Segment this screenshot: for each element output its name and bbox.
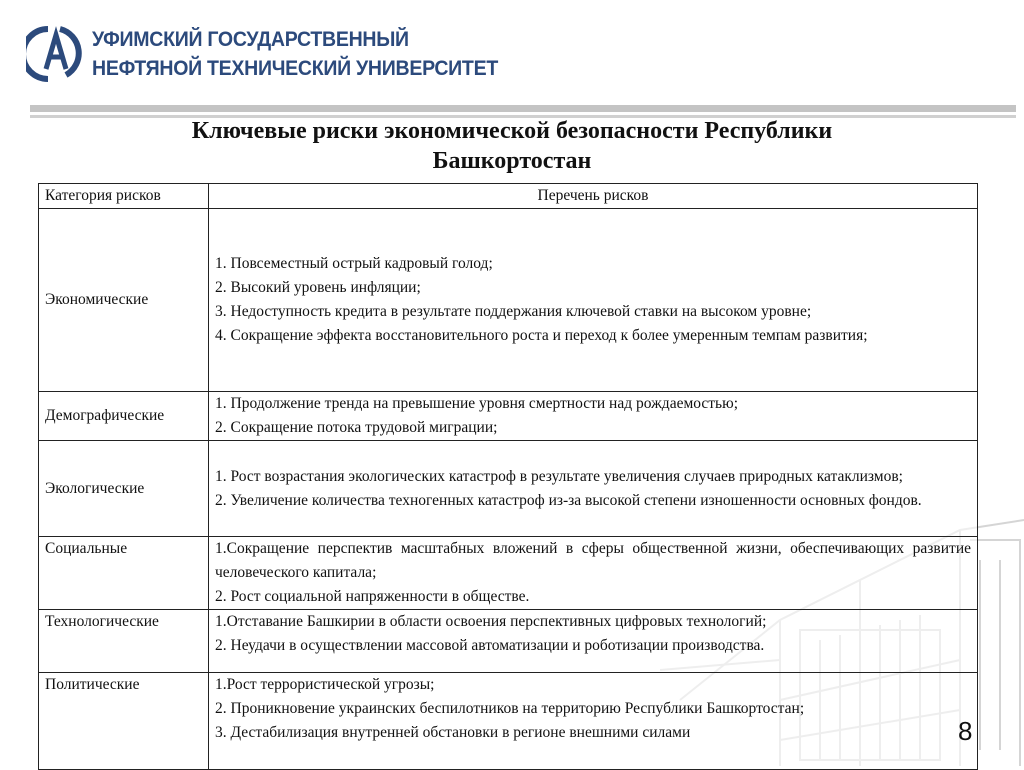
risk-list <box>209 392 978 441</box>
slide-title <box>0 116 1024 176</box>
table-header-row <box>39 184 978 209</box>
table-row <box>39 209 978 392</box>
title-line-2: Башкортостан <box>432 148 592 174</box>
risk-item: 2. Увеличение количества техногенных катастроф из-за высокой степени изношенности основных фондов. <box>215 491 922 509</box>
header-category: Категория рисков <box>39 184 209 209</box>
risk-item: 2. Проникновение украинских беспилотников на территорию Республики Башкортостан; <box>215 700 805 717</box>
risk-item: 2. Сокращение потока трудовой миграции; <box>215 419 498 436</box>
page-number: 8 <box>958 716 973 746</box>
risk-category: Экологические <box>39 441 209 537</box>
risk-item: 1. Продолжение тренда на превышение уровня смертности над рождаемостью; <box>215 395 739 412</box>
table-row <box>39 610 978 673</box>
risk-item: 3. Недоступность кредита в результате поддержания ключевой ставки на высоком уровне; <box>215 303 812 320</box>
risk-list <box>209 441 978 537</box>
table-row <box>39 392 978 441</box>
header-risks: Перечень рисков <box>209 184 978 209</box>
table-row <box>39 673 978 770</box>
risk-category: Социальные <box>39 537 209 610</box>
risks-table <box>38 183 978 770</box>
logo-line-2: НЕФТЯНОЙ ТЕХНИЧЕСКИЙ УНИВЕРСИТЕТ <box>92 57 498 80</box>
risk-item: 2. Рост социальной напряженности в обществе. <box>215 588 530 605</box>
risk-item: 1. Повсеместный острый кадровый голод; <box>215 255 493 272</box>
university-logo <box>26 25 529 83</box>
university-emblem-icon <box>26 25 82 83</box>
risk-category: Технологические <box>39 610 209 673</box>
risk-category: Демографические <box>39 392 209 441</box>
header-divider <box>30 105 1016 112</box>
risk-category: Политические <box>39 673 209 770</box>
table-row <box>39 441 978 537</box>
risk-item: 4. Сокращение эффекта восстановительного роста и переход к более умеренным темпам развития; <box>215 327 868 344</box>
risk-item: 3. Дестабилизация внутренней обстановки в регионе внешними силами <box>215 724 691 741</box>
logo-line-1: УФИМСКИЙ ГОСУДАРСТВЕННЫЙ <box>92 28 409 51</box>
risk-item: 1.Отставание Башкирии в области освоения перспективных цифровых технологий; <box>215 613 767 630</box>
risk-item: 1. Рост возрастания экологических катастроф в результате увеличения случаев природных катаклизмов; <box>215 467 903 485</box>
risk-item: 1.Сокращение перспектив масштабных вложений в сферы общественной жизни, обеспечивающих развитие человеческого капитала; <box>215 540 971 581</box>
table-row <box>39 537 978 610</box>
risk-category: Экономические <box>39 209 209 392</box>
risk-list <box>209 610 978 673</box>
risk-list <box>209 209 978 392</box>
risk-item: 2. Высокий уровень инфляции; <box>215 279 421 296</box>
risk-list <box>209 537 978 610</box>
risk-item: 1.Рост террористической угрозы; <box>215 676 435 693</box>
title-line-1: Ключевые риски экономической безопасности Республики <box>191 118 833 144</box>
risk-item: 2. Неудачи в осуществлении массовой автоматизации и роботизации производства. <box>215 637 765 654</box>
risk-list <box>209 673 978 770</box>
